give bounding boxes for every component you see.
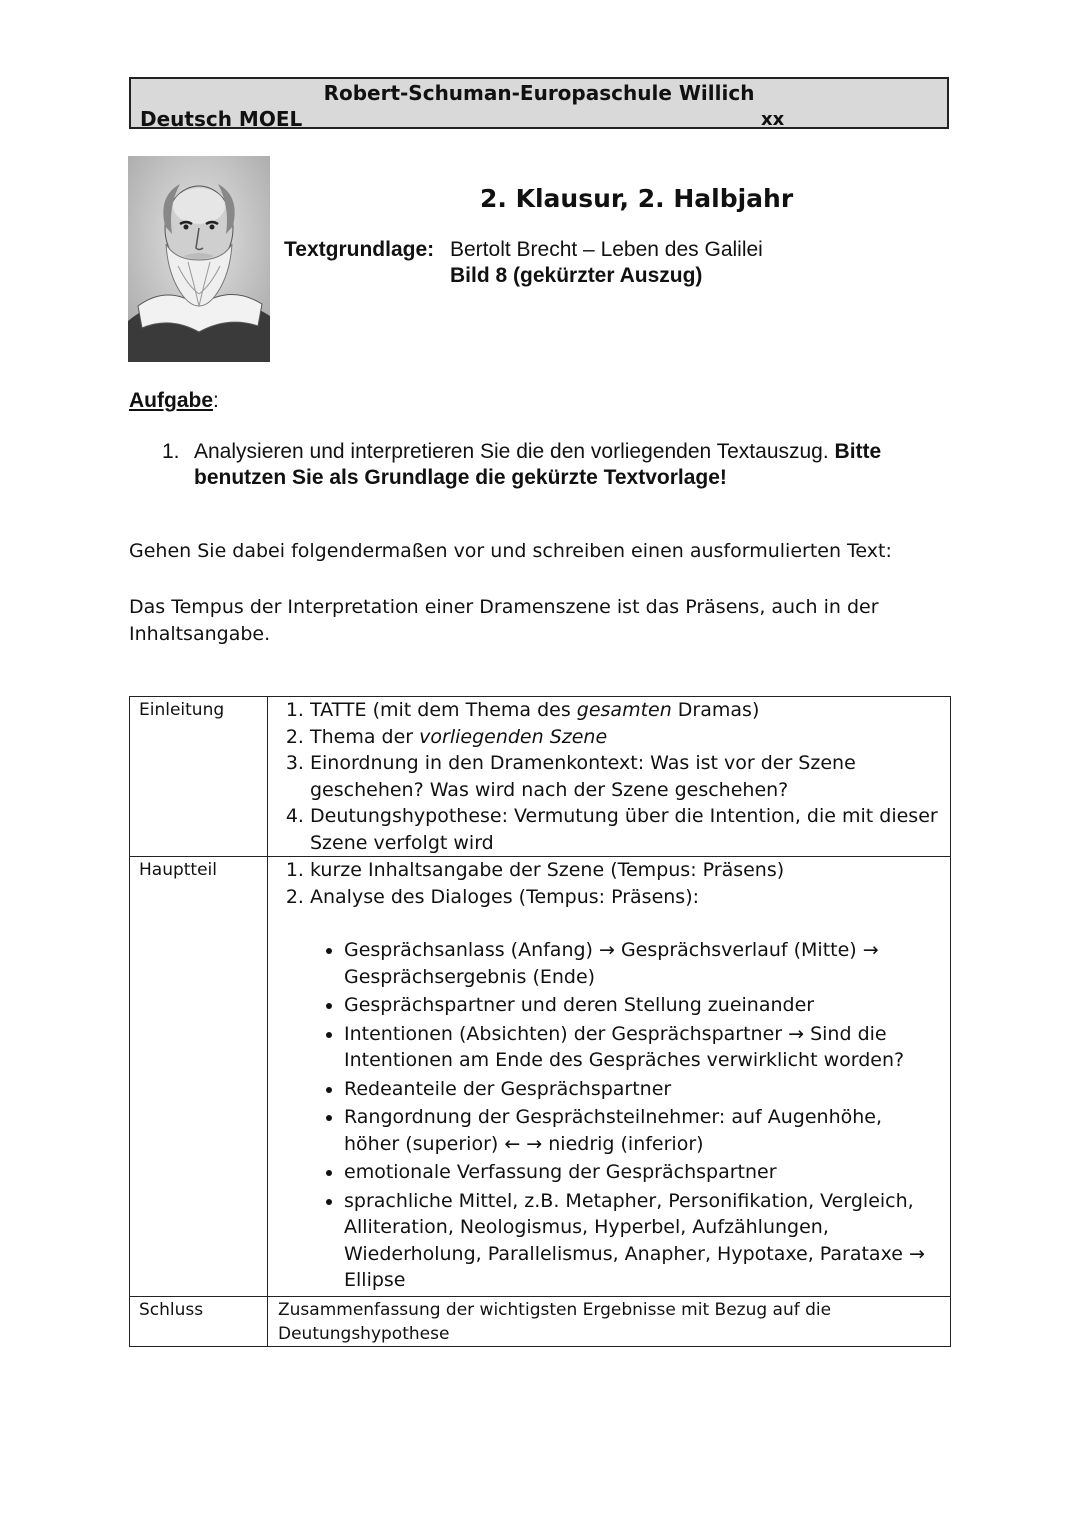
bullet-item: • Rangordnung der Gesprächsteilnehmer: auf Augenhöhe, höher (superior) ← → niedrig (inferior) xyxy=(344,1104,942,1157)
list-item: 1. kurze Inhaltsangabe der Szene (Tempus: Präsens) xyxy=(310,857,942,884)
row-label-einleitung: Einleitung xyxy=(130,697,268,857)
hauptteil-list xyxy=(278,857,942,910)
table-row-schluss xyxy=(130,1296,951,1346)
table-row-hauptteil xyxy=(130,857,951,1297)
item-text: Einordnung in den Dramenkontext: Was ist vor der Szene geschehen? Was wird nach der Szene geschehen? xyxy=(310,752,856,801)
galileo-portrait xyxy=(128,156,270,362)
header-code: xx xyxy=(761,109,785,130)
aufgabe-label: Aufgabe xyxy=(129,389,213,412)
schluss-text: Zusammenfassung der wichtigsten Ergebnisse mit Bezug auf die Deutungshypothese xyxy=(278,1299,832,1344)
task-item xyxy=(162,439,932,491)
bullet-item: • sprachliche Mittel, z.B. Metapher, Personifikation, Vergleich, Alliteration, Neologismus, Hyperbel, Aufzählungen, Wiederholung, Parallelismus, Anapher, Hypotaxe, Parataxe → Ellipse xyxy=(344,1188,942,1294)
tempus-paragraph: Das Tempus der Interpretation einer Dramenszene ist das Präsens, auch in der Inhaltsangabe. xyxy=(129,596,879,645)
item-emphasis: gesamten xyxy=(576,699,672,721)
course-name: Deutsch MOEL xyxy=(140,107,303,131)
bullet-item: • Redeanteile der Gesprächspartner xyxy=(344,1076,942,1103)
bullet-item: • Intentionen (Absichten) der Gesprächspartner → Sind die Intentionen am Ende des Gespräches verwirklicht worden? xyxy=(344,1021,942,1074)
list-item xyxy=(310,697,942,724)
task-text xyxy=(194,439,932,491)
bullet-item: • Gesprächsanlass (Anfang) → Gesprächsverlauf (Mitte) → Gesprächsergebnis (Ende) xyxy=(344,937,942,990)
textgrundlage-label: Textgrundlage: xyxy=(284,238,435,261)
instruction-paragraph: Gehen Sie dabei folgendermaßen vor und schreiben einen ausformulierten Text: xyxy=(129,540,892,562)
table-row-einleitung xyxy=(130,697,951,857)
textgrundlage-source: Bertolt Brecht – Leben des Galilei xyxy=(450,238,763,261)
school-name: Robert-Schuman-Europaschule Willich xyxy=(323,81,755,105)
analysis-bullets xyxy=(278,937,942,1294)
list-item xyxy=(310,750,942,803)
bullet-item: • emotionale Verfassung der Gesprächspartner xyxy=(344,1159,942,1186)
row-label-schluss: Schluss xyxy=(130,1296,268,1346)
aufgabe-heading xyxy=(129,389,219,413)
row-content-schluss xyxy=(268,1296,951,1346)
task-emphasis: Bitte benutzen Sie als Grundlage die gekürzte Textvorlage! xyxy=(194,440,882,489)
document-header xyxy=(129,77,949,129)
item-text: Deutungshypothese: Vermutung über die Intention, die mit dieser Szene verfolgt wird xyxy=(310,805,938,854)
portrait-icon xyxy=(128,156,270,362)
textgrundlage-excerpt: Bild 8 (gekürzter Auszug) xyxy=(450,264,703,287)
item-text: TATTE (mit dem Thema des xyxy=(310,699,577,721)
item-text-end: Dramas) xyxy=(671,699,760,721)
task-instruction: Analysieren und interpretieren Sie die den vorliegenden Textauszug. xyxy=(194,440,829,463)
item-emphasis: vorliegenden Szene xyxy=(419,725,608,748)
item-text: Thema der xyxy=(310,725,420,748)
bullet-item: • Gesprächspartner und deren Stellung zueinander xyxy=(344,992,942,1019)
structure-table xyxy=(129,696,951,1347)
exam-title: 2. Klausur, 2. Halbjahr xyxy=(480,184,794,213)
list-item xyxy=(310,724,942,751)
row-content-hauptteil xyxy=(268,857,951,1297)
row-content-einleitung xyxy=(268,697,951,857)
task-number: 1. xyxy=(162,440,180,463)
einleitung-list xyxy=(278,697,942,856)
list-item: 2. Analyse des Dialoges (Tempus: Präsens): xyxy=(310,884,942,911)
list-item xyxy=(310,803,942,856)
row-label-hauptteil: Hauptteil xyxy=(130,857,268,1297)
aufgabe-colon: : xyxy=(213,389,219,412)
